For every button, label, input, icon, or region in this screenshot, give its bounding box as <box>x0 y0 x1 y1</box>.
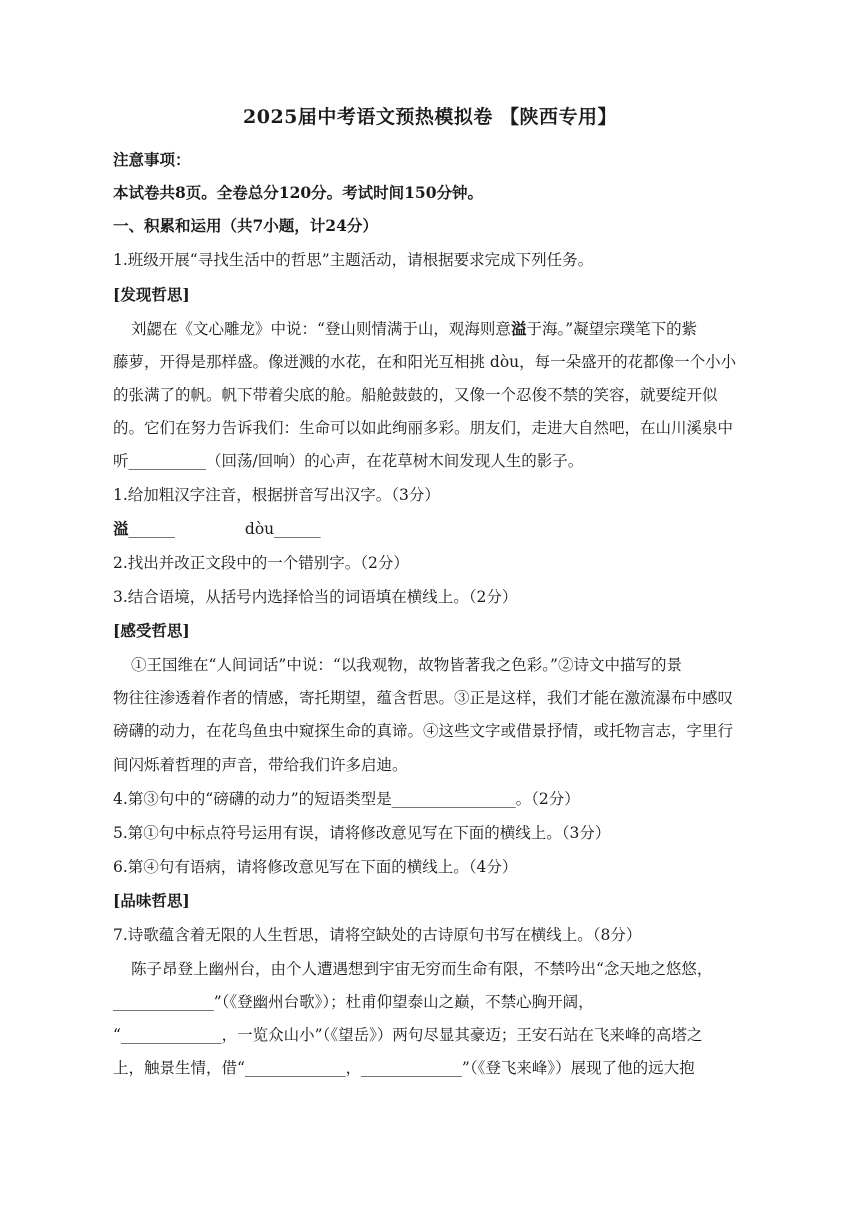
notice-heading: 注意事项： <box>113 150 191 169</box>
sub-question-5: 5.第①句中标点符号运用有误，请将修改意见写在下面的横线上。（3分） <box>113 824 611 842</box>
passage-3-line-2: _____________”（《登幽州台歌》）；杜甫仰望泰山之巅，不禁心胸开阔， <box>113 993 594 1011</box>
section-heading: 一、积累和运用（共7小题，计24分） <box>113 216 378 235</box>
passage-2-line-3: 磅礴的动力，在花鸟鱼虫中窥探生命的真谛。④这些文字或借景抒情，或托物言志，字里行 <box>113 722 734 740</box>
passage-1-line-5: 听__________（回荡/回响）的心声，在花草树木间发现人生的影子。 <box>113 452 584 470</box>
page-title: 2025届中考语文预热模拟卷 【陕西专用】 <box>243 106 617 128</box>
passage-3-line-4: 上，触景生情，借“_____________，_____________”（《登飞来峰》）展现了他的远大抱 <box>113 1059 695 1077</box>
passage-3-line-3: “_____________，一览众山小”（《望岳》）两句尽显其豪迈；王安石站在飞来峰的高塔之 <box>113 1026 703 1044</box>
discover-heading: [发现哲思] <box>113 285 190 304</box>
answer-blank[interactable]: ______ <box>128 520 176 538</box>
passage-text: 于海。”凝望宗璞笔下的紫 <box>526 320 698 338</box>
passage-3-line-1: 陈子昂登上幽州台，由个人遭遇想到宇宙无穷而生命有限，不禁吟出“念天地之悠悠， <box>131 960 713 978</box>
sub-question-2: 2.找出并改正文段中的一个错别字。（2分） <box>113 554 409 572</box>
passage-1-line-1 <box>131 319 773 339</box>
taste-heading: [品味哲思] <box>113 891 190 910</box>
passage-2-line-2: 物往往渗透着作者的情感，寄托期望，蕴含哲思。③正是这样，我们才能在激流瀑布中感叹 <box>113 689 734 707</box>
passage-1-line-2: 藤萝，开得是那样盛。像迸溅的水花，在和阳光互相挑 dòu，每一朵盛开的花都像一个小小 <box>113 353 737 371</box>
passage-2-line-4: 间闪烁着哲理的声音，带给我们许多启迪。 <box>113 756 408 774</box>
answer-character: 溢 <box>113 519 129 538</box>
bold-character: 溢 <box>510 319 527 338</box>
sub-question-6: 6.第④句有语病，请将修改意见写在下面的横线上。（4分） <box>113 858 518 876</box>
passage-1-line-3: 的张满了的帆。帆下带着尖底的舱。船舱鼓鼓的，又像一个忍俊不禁的笑容，就要绽开似 <box>113 386 718 404</box>
notice-text: 本试卷共8页。全卷总分120分。考试时间150分钟。 <box>113 183 483 202</box>
passage-text: 刘勰在《文心雕龙》中说：“登山则情满于山，观海则意 <box>131 320 511 338</box>
passage-2-line-1: ①王国维在“人间词话”中说：“以我观物，故物皆著我之色彩。”②诗文中描写的景 <box>131 656 682 674</box>
sub-question-3: 3.结合语境，从括号内选择恰当的词语填在横线上。（2分） <box>113 588 518 606</box>
sub-question-7: 7.诗歌蕴含着无限的人生哲思，请将空缺处的古诗原句书写在横线上。（8分） <box>113 926 642 944</box>
passage-1-line-4: 的。它们在努力告诉我们：生命可以如此绚丽多彩。朋友们，走进大自然吧，在山川溪泉中 <box>113 419 734 437</box>
sub-question-1-answer-row <box>113 519 773 539</box>
sub-question-1: 1.给加粗汉字注音，根据拼音写出汉字。（3分） <box>113 486 440 504</box>
pinyin-blank[interactable]: dòu______ <box>244 520 321 538</box>
sub-question-4: 4.第③句中的“磅礴的动力”的短语类型是________________。（2分） <box>113 790 580 808</box>
question-1-intro: 1.班级开展“寻找生活中的哲思”主题活动，请根据要求完成下列任务。 <box>113 251 594 269</box>
feel-heading: [感受哲思] <box>113 621 190 640</box>
